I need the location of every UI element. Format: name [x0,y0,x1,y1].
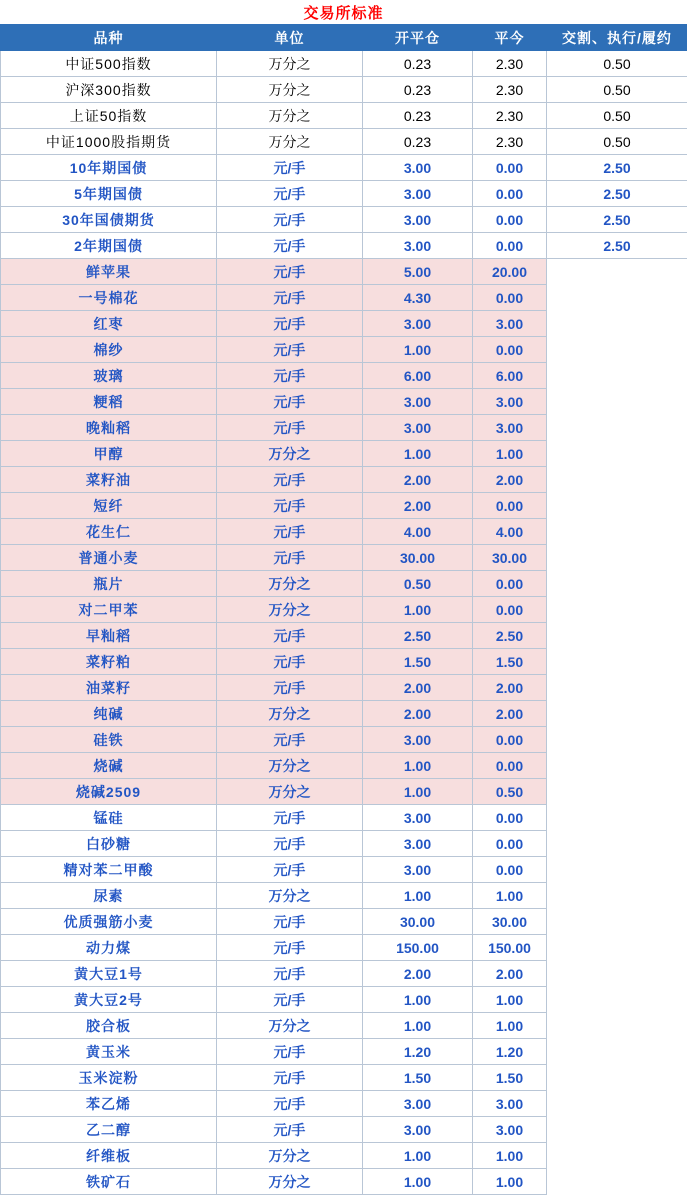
cell-unit: 元/手 [217,831,363,857]
cell-close-today: 0.00 [473,207,547,233]
cell-delivery [547,415,687,441]
cell-open-close: 2.50 [363,623,473,649]
table-row [1,493,687,519]
cell-delivery [547,961,687,987]
table-row [1,233,687,259]
cell-close-today: 2.30 [473,51,547,77]
table-row [1,441,687,467]
cell-open-close: 3.00 [363,727,473,753]
cell-unit: 元/手 [217,987,363,1013]
cell-unit: 元/手 [217,623,363,649]
cell-delivery [547,883,687,909]
cell-open-close: 4.00 [363,519,473,545]
cell-open-close: 1.00 [363,337,473,363]
cell-product: 晚籼稻 [1,415,217,441]
cell-product: 纯碱 [1,701,217,727]
table-header [1,25,687,51]
table-row [1,1091,687,1117]
cell-product: 早籼稻 [1,623,217,649]
cell-product: 玻璃 [1,363,217,389]
cell-delivery: 0.50 [547,129,687,155]
cell-unit: 元/手 [217,259,363,285]
cell-open-close: 30.00 [363,909,473,935]
table-row [1,285,687,311]
cell-open-close: 1.00 [363,883,473,909]
table-row [1,259,687,285]
table-row [1,597,687,623]
table-row [1,727,687,753]
table-row [1,1013,687,1039]
cell-delivery [547,623,687,649]
cell-open-close: 1.00 [363,987,473,1013]
cell-unit: 元/手 [217,961,363,987]
cell-delivery [547,285,687,311]
table-row [1,155,687,181]
cell-close-today: 0.00 [473,597,547,623]
cell-delivery [547,493,687,519]
cell-close-today: 3.00 [473,415,547,441]
table-row [1,129,687,155]
cell-close-today: 2.50 [473,623,547,649]
cell-open-close: 2.00 [363,493,473,519]
cell-delivery: 2.50 [547,155,687,181]
cell-product: 沪深300指数 [1,77,217,103]
table-row [1,753,687,779]
cell-product: 10年期国债 [1,155,217,181]
cell-close-today: 0.00 [473,727,547,753]
cell-unit: 万分之 [217,753,363,779]
cell-delivery [547,441,687,467]
table-row [1,935,687,961]
cell-unit: 元/手 [217,389,363,415]
cell-product: 乙二醇 [1,1117,217,1143]
table-row [1,779,687,805]
cell-close-today: 3.00 [473,1091,547,1117]
table-row [1,545,687,571]
table-row [1,857,687,883]
cell-delivery [547,935,687,961]
cell-product: 锰硅 [1,805,217,831]
cell-delivery: 0.50 [547,103,687,129]
cell-unit: 万分之 [217,571,363,597]
cell-delivery [547,649,687,675]
cell-delivery [547,1143,687,1169]
cell-open-close: 1.00 [363,1013,473,1039]
cell-unit: 元/手 [217,519,363,545]
table-row [1,649,687,675]
sheet-title-row [0,0,687,24]
cell-open-close: 2.00 [363,675,473,701]
cell-delivery [547,1091,687,1117]
cell-product: 菜籽油 [1,467,217,493]
cell-close-today: 0.00 [473,233,547,259]
cell-unit: 元/手 [217,207,363,233]
cell-open-close: 2.00 [363,961,473,987]
table-row [1,701,687,727]
table-row [1,1039,687,1065]
cell-open-close: 6.00 [363,363,473,389]
cell-open-close: 150.00 [363,935,473,961]
cell-open-close: 1.00 [363,1143,473,1169]
cell-product: 中证1000股指期货 [1,129,217,155]
cell-delivery [547,337,687,363]
cell-product: 精对苯二甲酸 [1,857,217,883]
cell-open-close: 1.00 [363,753,473,779]
cell-close-today: 1.00 [473,1013,547,1039]
column-header-open-close: 开平仓 [363,25,473,51]
table-row [1,571,687,597]
cell-unit: 元/手 [217,363,363,389]
cell-delivery [547,675,687,701]
cell-product: 黄大豆2号 [1,987,217,1013]
cell-close-today: 1.50 [473,649,547,675]
cell-close-today: 0.00 [473,753,547,779]
cell-delivery [547,311,687,337]
cell-open-close: 0.23 [363,129,473,155]
cell-delivery [547,1065,687,1091]
cell-product: 黄大豆1号 [1,961,217,987]
cell-unit: 元/手 [217,181,363,207]
cell-unit: 元/手 [217,493,363,519]
table-row [1,987,687,1013]
cell-delivery [547,1117,687,1143]
fee-standards-table [0,24,687,1195]
cell-open-close: 0.23 [363,77,473,103]
cell-close-today: 2.00 [473,467,547,493]
cell-open-close: 0.23 [363,51,473,77]
cell-open-close: 3.00 [363,415,473,441]
cell-delivery [547,779,687,805]
cell-unit: 万分之 [217,103,363,129]
cell-open-close: 3.00 [363,1091,473,1117]
cell-product: 纤维板 [1,1143,217,1169]
cell-close-today: 0.00 [473,831,547,857]
table-row [1,77,687,103]
cell-close-today: 2.30 [473,129,547,155]
cell-close-today: 0.50 [473,779,547,805]
cell-close-today: 0.00 [473,155,547,181]
page-title: 交易所标准 [303,2,383,23]
cell-unit: 元/手 [217,285,363,311]
table-row [1,415,687,441]
cell-open-close: 3.00 [363,311,473,337]
cell-delivery [547,597,687,623]
cell-delivery [547,571,687,597]
table-row [1,311,687,337]
cell-unit: 元/手 [217,1039,363,1065]
cell-close-today: 2.30 [473,77,547,103]
cell-open-close: 3.00 [363,857,473,883]
cell-product: 30年国债期货 [1,207,217,233]
cell-close-today: 0.00 [473,493,547,519]
table-row [1,467,687,493]
cell-unit: 元/手 [217,935,363,961]
cell-unit: 元/手 [217,337,363,363]
cell-unit: 万分之 [217,597,363,623]
cell-unit: 万分之 [217,441,363,467]
cell-unit: 元/手 [217,233,363,259]
cell-product: 对二甲苯 [1,597,217,623]
cell-unit: 万分之 [217,1143,363,1169]
cell-unit: 元/手 [217,649,363,675]
cell-close-today: 1.50 [473,1065,547,1091]
table-row [1,1065,687,1091]
cell-product: 油菜籽 [1,675,217,701]
table-row [1,1143,687,1169]
cell-close-today: 1.00 [473,883,547,909]
cell-open-close: 0.23 [363,103,473,129]
cell-delivery [547,259,687,285]
table-row [1,1169,687,1195]
table-row [1,909,687,935]
cell-product: 一号棉花 [1,285,217,311]
cell-open-close: 2.00 [363,701,473,727]
cell-product: 5年期国债 [1,181,217,207]
cell-close-today: 0.00 [473,337,547,363]
cell-unit: 元/手 [217,1117,363,1143]
table-row [1,519,687,545]
cell-unit: 元/手 [217,857,363,883]
cell-product: 菜籽粕 [1,649,217,675]
cell-unit: 万分之 [217,701,363,727]
cell-unit: 元/手 [217,909,363,935]
cell-unit: 万分之 [217,883,363,909]
cell-unit: 万分之 [217,1169,363,1195]
cell-delivery [547,701,687,727]
table-row [1,181,687,207]
cell-close-today: 30.00 [473,545,547,571]
table-row [1,389,687,415]
cell-product: 硅铁 [1,727,217,753]
cell-unit: 元/手 [217,155,363,181]
cell-unit: 万分之 [217,51,363,77]
table-row [1,103,687,129]
cell-unit: 元/手 [217,1065,363,1091]
cell-close-today: 2.00 [473,961,547,987]
cell-product: 短纤 [1,493,217,519]
cell-open-close: 3.00 [363,207,473,233]
cell-product: 尿素 [1,883,217,909]
cell-unit: 元/手 [217,415,363,441]
cell-product: 普通小麦 [1,545,217,571]
cell-close-today: 2.00 [473,675,547,701]
cell-close-today: 0.00 [473,285,547,311]
cell-close-today: 1.00 [473,987,547,1013]
cell-unit: 万分之 [217,779,363,805]
cell-close-today: 0.00 [473,857,547,883]
cell-close-today: 3.00 [473,389,547,415]
cell-close-today: 20.00 [473,259,547,285]
table-body [1,51,687,1195]
cell-delivery: 0.50 [547,77,687,103]
cell-product: 甲醇 [1,441,217,467]
cell-close-today: 30.00 [473,909,547,935]
cell-unit: 元/手 [217,727,363,753]
header-row [1,25,687,51]
cell-product: 粳稻 [1,389,217,415]
table-row [1,1117,687,1143]
cell-product: 黄玉米 [1,1039,217,1065]
cell-delivery [547,857,687,883]
cell-delivery [547,1169,687,1195]
cell-open-close: 1.00 [363,1169,473,1195]
cell-open-close: 4.30 [363,285,473,311]
column-header-delivery: 交割、执行/履约 [547,25,687,51]
cell-open-close: 3.00 [363,181,473,207]
cell-close-today: 150.00 [473,935,547,961]
cell-delivery: 2.50 [547,181,687,207]
cell-close-today: 0.00 [473,805,547,831]
table-row [1,207,687,233]
cell-delivery [547,519,687,545]
table-row [1,805,687,831]
cell-product: 红枣 [1,311,217,337]
cell-delivery [547,753,687,779]
cell-product: 棉纱 [1,337,217,363]
cell-product: 鲜苹果 [1,259,217,285]
cell-open-close: 0.50 [363,571,473,597]
cell-product: 白砂糖 [1,831,217,857]
cell-delivery: 2.50 [547,233,687,259]
cell-open-close: 1.50 [363,1065,473,1091]
cell-product: 中证500指数 [1,51,217,77]
cell-open-close: 3.00 [363,389,473,415]
table-row [1,337,687,363]
table-row [1,675,687,701]
cell-open-close: 3.00 [363,1117,473,1143]
cell-open-close: 3.00 [363,233,473,259]
cell-delivery [547,805,687,831]
cell-delivery [547,389,687,415]
cell-product: 2年期国债 [1,233,217,259]
cell-delivery [547,363,687,389]
cell-unit: 元/手 [217,675,363,701]
cell-close-today: 4.00 [473,519,547,545]
cell-delivery [547,987,687,1013]
cell-unit: 元/手 [217,545,363,571]
cell-close-today: 1.00 [473,1143,547,1169]
cell-close-today: 3.00 [473,1117,547,1143]
cell-open-close: 1.50 [363,649,473,675]
cell-unit: 万分之 [217,77,363,103]
cell-product: 上证50指数 [1,103,217,129]
cell-product: 花生仁 [1,519,217,545]
cell-close-today: 0.00 [473,571,547,597]
cell-close-today: 2.00 [473,701,547,727]
table-row [1,363,687,389]
cell-unit: 万分之 [217,1013,363,1039]
column-header-unit: 单位 [217,25,363,51]
table-row [1,831,687,857]
cell-open-close: 1.00 [363,441,473,467]
cell-product: 胶合板 [1,1013,217,1039]
cell-unit: 元/手 [217,467,363,493]
cell-delivery [547,727,687,753]
cell-product: 烧碱 [1,753,217,779]
cell-product: 铁矿石 [1,1169,217,1195]
cell-close-today: 6.00 [473,363,547,389]
cell-product: 苯乙烯 [1,1091,217,1117]
cell-open-close: 3.00 [363,155,473,181]
table-row [1,961,687,987]
cell-close-today: 1.00 [473,441,547,467]
cell-open-close: 3.00 [363,805,473,831]
cell-close-today: 1.00 [473,1169,547,1195]
cell-delivery [547,545,687,571]
cell-open-close: 2.00 [363,467,473,493]
cell-open-close: 30.00 [363,545,473,571]
cell-close-today: 0.00 [473,181,547,207]
cell-unit: 元/手 [217,1091,363,1117]
cell-close-today: 1.20 [473,1039,547,1065]
cell-delivery: 0.50 [547,51,687,77]
cell-open-close: 1.00 [363,597,473,623]
cell-product: 烧碱2509 [1,779,217,805]
cell-unit: 元/手 [217,805,363,831]
column-header-product: 品种 [1,25,217,51]
cell-delivery [547,1013,687,1039]
table-row [1,51,687,77]
cell-close-today: 2.30 [473,103,547,129]
cell-open-close: 3.00 [363,831,473,857]
table-row [1,883,687,909]
cell-product: 瓶片 [1,571,217,597]
cell-product: 玉米淀粉 [1,1065,217,1091]
cell-delivery [547,467,687,493]
cell-close-today: 3.00 [473,311,547,337]
cell-unit: 元/手 [217,311,363,337]
cell-delivery [547,909,687,935]
cell-product: 优质强筋小麦 [1,909,217,935]
cell-delivery: 2.50 [547,207,687,233]
column-header-close-today: 平今 [473,25,547,51]
cell-delivery [547,1039,687,1065]
cell-open-close: 5.00 [363,259,473,285]
cell-product: 动力煤 [1,935,217,961]
cell-delivery [547,831,687,857]
cell-open-close: 1.20 [363,1039,473,1065]
cell-open-close: 1.00 [363,779,473,805]
table-row [1,623,687,649]
cell-unit: 万分之 [217,129,363,155]
